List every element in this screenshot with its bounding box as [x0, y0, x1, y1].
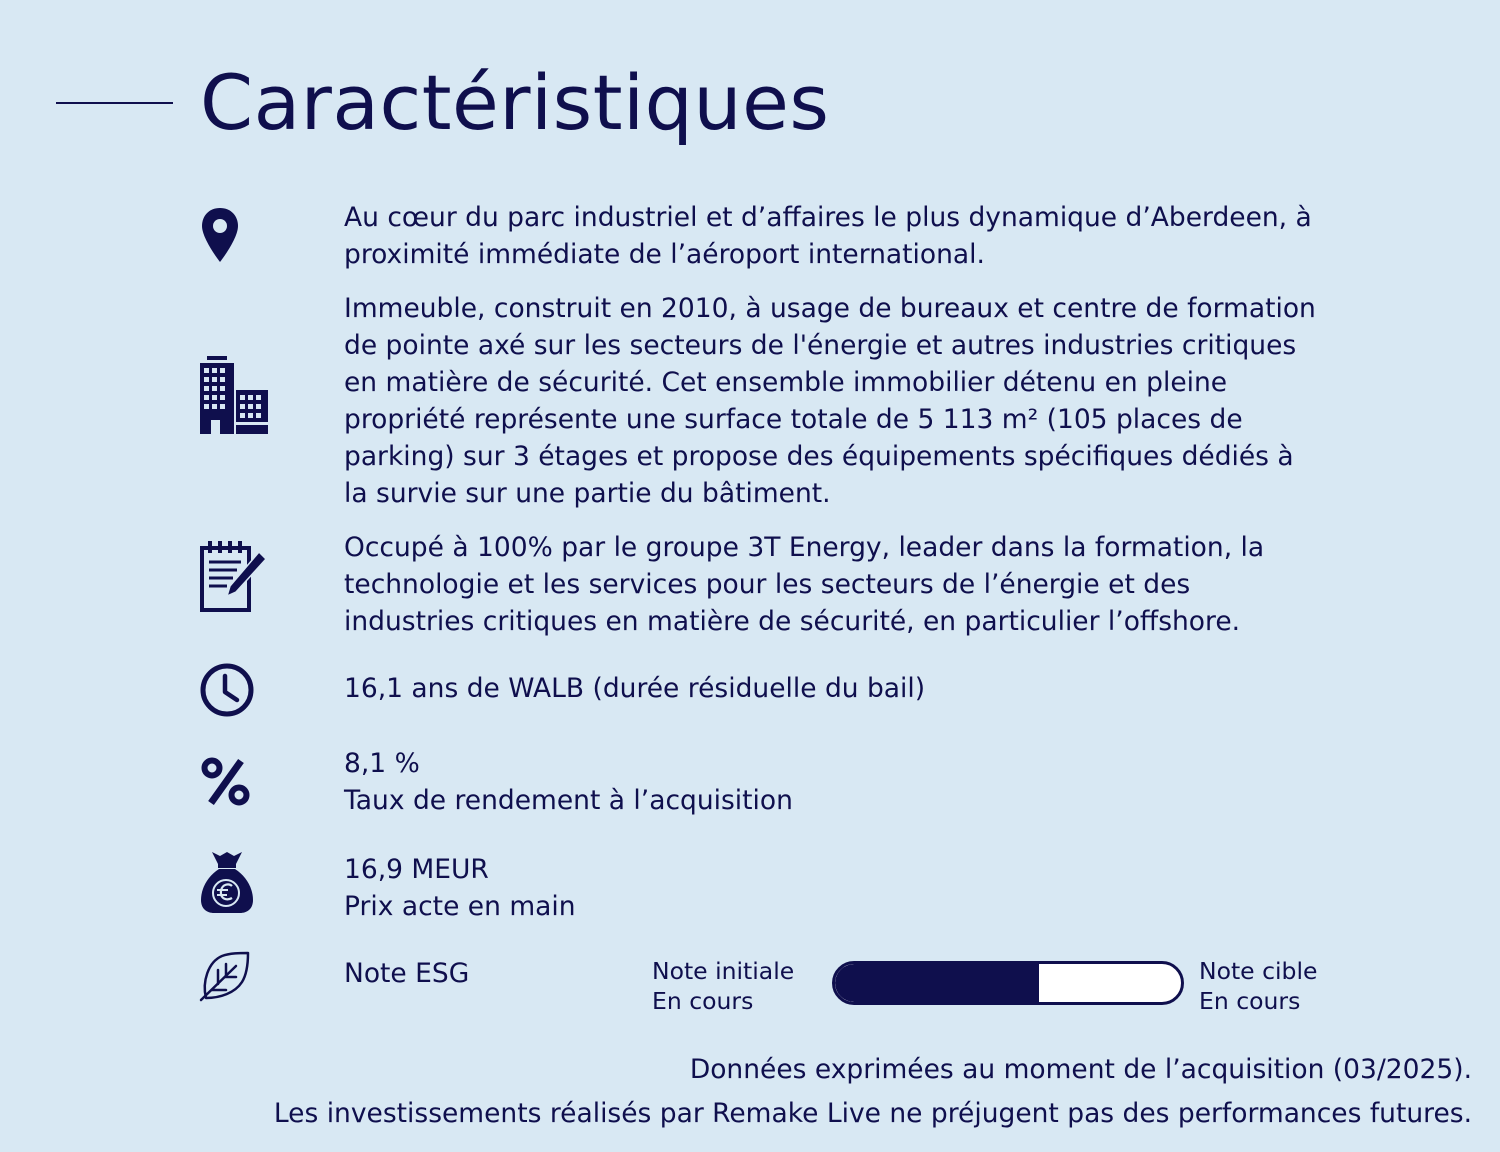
esg-target-status: En cours	[1199, 987, 1301, 1015]
location-pin-icon	[200, 206, 240, 264]
title-rule	[56, 102, 173, 104]
yield-block	[344, 745, 1479, 819]
esg-target-title: Note cible	[1199, 957, 1318, 985]
esg-target-note	[1199, 956, 1317, 1016]
money-bag-euro-icon	[200, 850, 254, 914]
clock-icon	[199, 662, 255, 718]
notepad-pencil-icon	[199, 540, 269, 614]
esg-initial-status: En cours	[652, 987, 754, 1015]
walb-text: 16,1 ans de WALB (durée résiduelle du bail)	[344, 673, 926, 704]
esg-progress-bar	[832, 961, 1184, 1005]
esg-progress-fill	[835, 964, 1039, 1002]
price-value: 16,9 MEUR	[344, 854, 489, 885]
buildings-icon	[200, 356, 270, 436]
footer-disclaimer: Les investissements réalisés par Remake Live ne préjugent pas des performances futures.	[273, 1098, 1472, 1129]
yield-label: Taux de rendement à l’acquisition	[344, 785, 793, 816]
tenant-description: Occupé à 100% par le groupe 3T Energy, leader dans la formation, la technologie et les services pour les secteurs de l’énergie et des industries critiques en matière de sécurité, en particulier l’offshore.	[344, 532, 1265, 637]
page-title: Caractéristiques	[200, 58, 830, 147]
footer-data-date: Données exprimées au moment de l’acquisition (03/2025).	[689, 1054, 1472, 1085]
esg-initial-note	[652, 956, 794, 1016]
price-label: Prix acte en main	[344, 891, 576, 922]
yield-value: 8,1 %	[344, 748, 420, 779]
building-description: Immeuble, construit en 2010, à usage de bureaux et centre de formation de pointe axé sur les secteurs de l'énergie et autres industries critiques en matière de sécurité. Cet ensemble immobilier détenu en pleine propriété représente une surface totale de 5 113 m² (105 places de parking) sur 3 étages et propose des équipements spécifiques dédiés à la survie sur une partie du bâtiment.	[344, 293, 1316, 509]
leaf-icon	[198, 950, 252, 1002]
esg-label: Note ESG	[344, 958, 470, 989]
location-description: Au cœur du parc industriel et d’affaires le plus dynamique d’Aberdeen, à proximité immédiate de l’aéroport international.	[344, 202, 1312, 270]
esg-initial-title: Note initiale	[652, 957, 795, 985]
price-block	[344, 851, 1479, 925]
percent-icon	[201, 757, 251, 807]
